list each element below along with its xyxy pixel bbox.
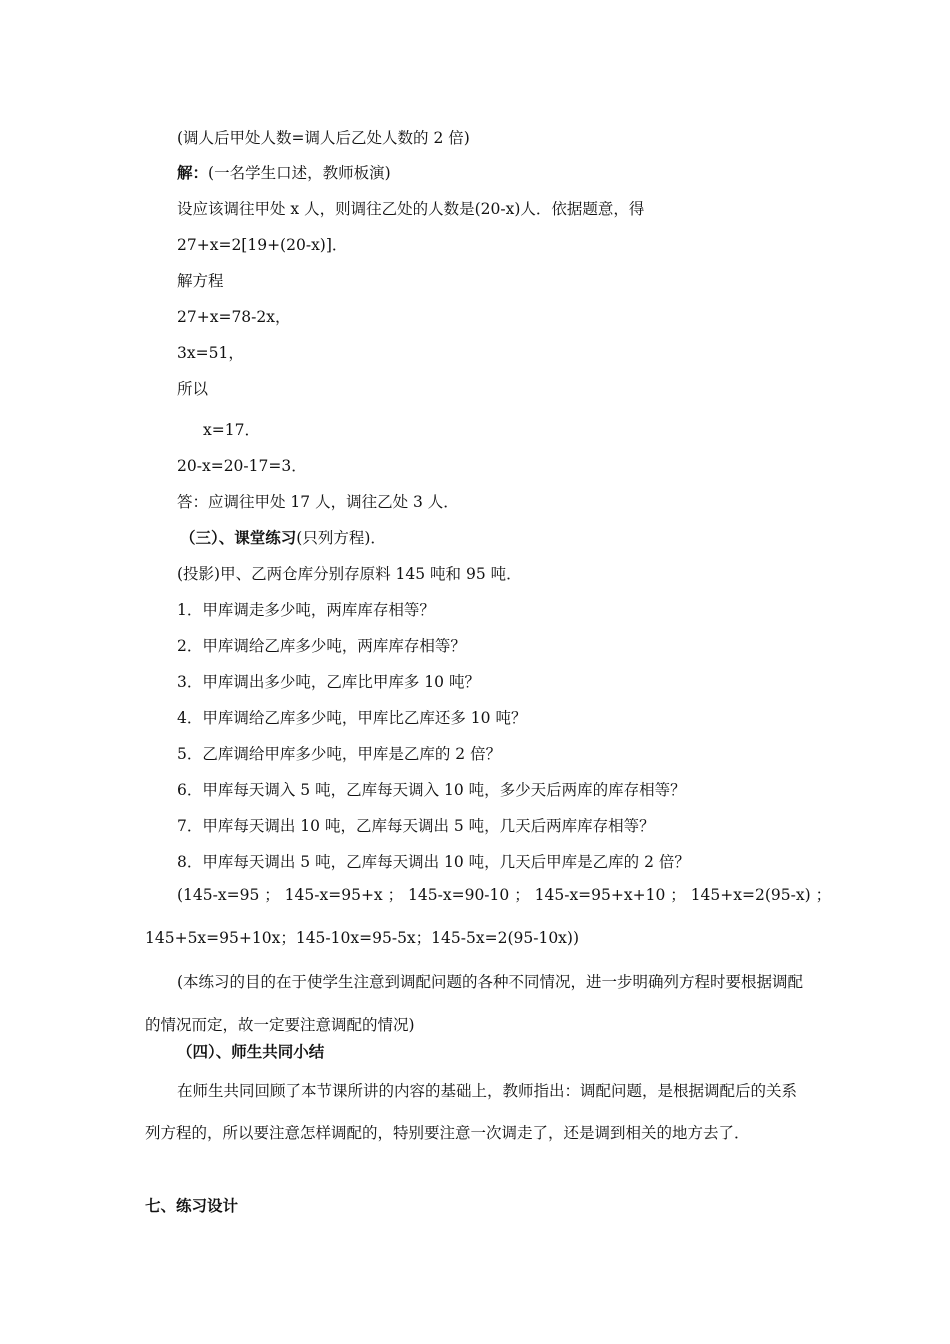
- question-3: 3．甲库调出多少吨，乙库比甲库多 10 吨？: [177, 673, 480, 691]
- section-4-heading: （四）、师生共同小结: [177, 1043, 325, 1061]
- question-7: 7．甲库每天调出 10 吨，乙库每天调出 5 吨，几天后两库库存相等？: [177, 817, 655, 835]
- question-1: 1．甲库调走多少吨，两库库存相等？: [177, 601, 435, 619]
- step-3: x=17．: [203, 421, 260, 439]
- question-4: 4．甲库调给乙库多少吨，甲库比乙库还多 10 吨？: [177, 709, 527, 727]
- answers-line-2: 145+5x=95+10x；145-10x=95-5x；145-5x=2(95-10x)): [145, 929, 580, 947]
- solution-label: 解：: [177, 164, 209, 182]
- section-3-heading: [180, 528, 386, 548]
- setup-line: 设应该调往甲处 x 人，则调往乙处的人数是(20-x)人．依据题意，得: [177, 200, 645, 218]
- solution-method: (一名学生口述，教师板演): [208, 164, 391, 182]
- question-8: 8．甲库每天调出 5 吨，乙库每天调出 10 吨，几天后甲库是乙库的 2 倍？: [177, 853, 690, 871]
- answer-line: 答：应调往甲处 17 人，调往乙处 3 人．: [177, 493, 459, 511]
- section-3-title: （三）、课堂练习: [180, 529, 297, 547]
- equation-line: 27+x=2[19+(20-x)]．: [177, 236, 348, 254]
- step-1: 27+x=78-2x，: [177, 308, 291, 326]
- section-3-note: (只列方程)．: [296, 529, 386, 547]
- step-2: 3x=51，: [177, 344, 244, 362]
- exercise-purpose-note: (本练习的目的在于使学生注意到调配问题的各种不同情况，进一步明确列方程时要根据调配的情况而定，故一定要注意调配的情况): [145, 973, 804, 1034]
- step-4: 20-x=20-17=3．: [177, 457, 307, 475]
- summary-paragraph: 在师生共同回顾了本节课所讲的内容的基础上，教师指出：调配问题，是根据调配后的关系列方程的，所以要注意怎样调配的，特别要注意一次调走了，还是调到相关的地方去了．: [145, 1082, 798, 1142]
- condition-note: (调人后甲处人数=调人后乙处人数的 2 倍): [177, 129, 470, 147]
- question-2: 2．甲库调给乙库多少吨，两库库存相等？: [177, 637, 466, 655]
- question-6: 6．甲库每天调入 5 吨，乙库每天调入 10 吨，多少天后两库的库存相等？: [177, 781, 686, 799]
- step-therefore: 所以: [177, 380, 209, 398]
- answers-line-1: (145-x=95 ； 145-x=95+x ； 145-x=90-10 ； 145-x=95+x+10 ； 145+x=2(95-x) ；: [177, 886, 832, 904]
- solution-intro: [177, 163, 391, 183]
- section-7-heading: 七、练习设计: [145, 1197, 239, 1215]
- projection-intro: (投影)甲、乙两仓库分别存原料 145 吨和 95 吨．: [177, 565, 522, 583]
- question-5: 5．乙库调给甲库多少吨，甲库是乙库的 2 倍？: [177, 745, 502, 763]
- solve-heading: 解方程: [177, 272, 224, 290]
